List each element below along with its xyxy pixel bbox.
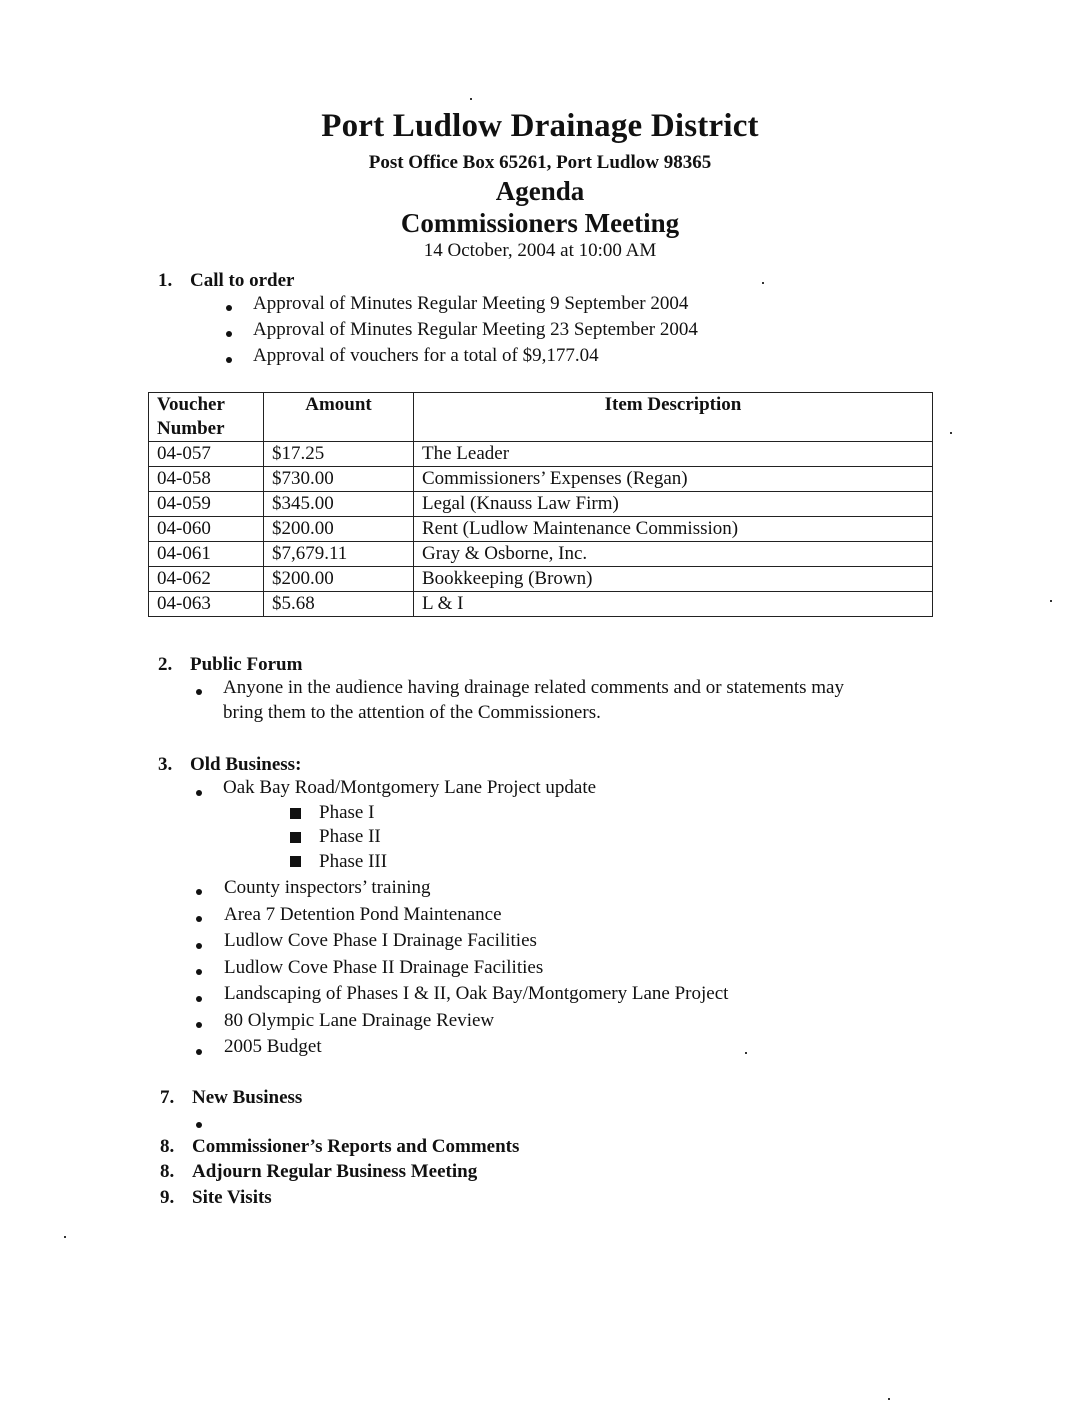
voucher-number: 04-061 <box>149 542 264 567</box>
table-header-row <box>149 393 933 442</box>
table-row <box>149 592 933 617</box>
scan-speck <box>745 1052 747 1054</box>
bullet-icon <box>226 305 232 311</box>
list-item: Oak Bay Road/Montgomery Lane Project update <box>223 777 597 798</box>
voucher-number: 04-058 <box>149 467 264 492</box>
voucher-description: Gray & Osborne, Inc. <box>414 542 933 567</box>
bullet-icon <box>196 969 202 975</box>
section-number: 1. <box>158 270 173 291</box>
section-heading: Adjourn Regular Business Meeting <box>192 1161 478 1182</box>
bullet-icon <box>196 916 202 922</box>
section-heading: Site Visits <box>192 1187 272 1208</box>
voucher-description: Bookkeeping (Brown) <box>414 567 933 592</box>
section-number: 8. <box>160 1161 175 1182</box>
table-row <box>149 517 933 542</box>
voucher-amount: $730.00 <box>264 467 414 492</box>
list-item: Approval of Minutes Regular Meeting 23 September 2004 <box>253 319 698 340</box>
section-call-to-order <box>158 270 294 292</box>
section-adjourn <box>160 1161 477 1183</box>
list-item: Ludlow Cove Phase I Drainage Facilities <box>224 930 537 951</box>
voucher-amount: $5.68 <box>264 592 414 617</box>
bullet-icon <box>196 689 202 695</box>
square-bullet-icon <box>290 856 301 867</box>
table-row <box>149 467 933 492</box>
document-type: Agenda <box>495 176 585 206</box>
voucher-number: 04-062 <box>149 567 264 592</box>
bullet-icon <box>196 1122 202 1128</box>
voucher-description: Legal (Knauss Law Firm) <box>414 492 933 517</box>
voucher-number: 04-059 <box>149 492 264 517</box>
district-title: Port Ludlow Drainage District <box>321 108 759 144</box>
district-address: Post Office Box 65261, Port Ludlow 98365 <box>368 152 712 173</box>
list-item: Approval of vouchers for a total of $9,177.04 <box>253 345 599 366</box>
scan-speck <box>762 282 764 284</box>
voucher-amount: $345.00 <box>264 492 414 517</box>
section-number: 2. <box>158 654 173 675</box>
section-site-visits <box>160 1187 272 1209</box>
scan-speck <box>888 1398 890 1400</box>
voucher-amount: $200.00 <box>264 567 414 592</box>
bullet-icon <box>226 357 232 363</box>
square-bullet-icon <box>290 808 301 819</box>
voucher-amount: $200.00 <box>264 517 414 542</box>
table-row <box>149 567 933 592</box>
section-heading: Commissioner’s Reports and Comments <box>192 1136 520 1157</box>
voucher-description: Commissioners’ Expenses (Regan) <box>414 467 933 492</box>
list-item: Landscaping of Phases I & II, Oak Bay/Montgomery Lane Project <box>224 983 729 1004</box>
voucher-description: L & I <box>414 592 933 617</box>
list-item-continuation: bring them to the attention of the Commissioners. <box>223 702 601 723</box>
scan-speck <box>470 98 472 100</box>
bullet-icon <box>226 331 232 337</box>
bullet-icon <box>196 889 202 895</box>
voucher-amount: $17.25 <box>264 442 414 467</box>
list-item: County inspectors’ training <box>224 877 431 898</box>
bullet-icon <box>196 1022 202 1028</box>
scan-speck <box>950 432 952 434</box>
column-header-item-description: Item Description <box>414 393 933 442</box>
sub-list-item: Phase II <box>319 826 381 847</box>
column-header-voucher-number: Voucher Number <box>149 393 264 442</box>
voucher-number: 04-057 <box>149 442 264 467</box>
list-item: Ludlow Cove Phase II Drainage Facilities <box>224 957 544 978</box>
section-number: 8. <box>160 1136 175 1157</box>
voucher-number: 04-063 <box>149 592 264 617</box>
list-item: Approval of Minutes Regular Meeting 9 September 2004 <box>253 293 689 314</box>
bullet-icon <box>196 996 202 1002</box>
table-row <box>149 492 933 517</box>
section-heading: Public Forum <box>190 654 303 675</box>
voucher-description: The Leader <box>414 442 933 467</box>
list-item: 80 Olympic Lane Drainage Review <box>224 1010 495 1031</box>
section-new-business <box>160 1087 302 1109</box>
scan-speck <box>64 1236 66 1238</box>
scan-speck <box>1050 600 1052 602</box>
meeting-datetime: 14 October, 2004 at 10:00 AM <box>423 240 657 261</box>
sub-list-item: Phase I <box>319 802 375 823</box>
voucher-table <box>148 392 933 617</box>
section-number: 7. <box>160 1087 175 1108</box>
voucher-number: 04-060 <box>149 517 264 542</box>
square-bullet-icon <box>290 832 301 843</box>
section-number: 3. <box>158 754 173 775</box>
section-heading: New Business <box>192 1087 303 1108</box>
section-public-forum <box>158 654 302 676</box>
meeting-title: Commissioners Meeting <box>400 208 680 238</box>
section-reports <box>160 1136 519 1158</box>
bullet-icon <box>196 790 202 796</box>
section-heading: Old Business: <box>190 754 302 775</box>
column-header-amount: Amount <box>264 393 414 442</box>
list-item: Area 7 Detention Pond Maintenance <box>224 904 502 925</box>
section-heading: Call to order <box>190 270 295 291</box>
voucher-amount: $7,679.11 <box>264 542 414 567</box>
list-item: Anyone in the audience having drainage related comments and or statements may <box>223 677 844 698</box>
section-number: 9. <box>160 1187 175 1208</box>
voucher-description: Rent (Ludlow Maintenance Commission) <box>414 517 933 542</box>
list-item: 2005 Budget <box>224 1036 322 1057</box>
bullet-icon <box>196 943 202 949</box>
table-row <box>149 542 933 567</box>
section-old-business <box>158 754 301 776</box>
bullet-icon <box>196 1049 202 1055</box>
table-row <box>149 442 933 467</box>
sub-list-item: Phase III <box>319 851 388 872</box>
